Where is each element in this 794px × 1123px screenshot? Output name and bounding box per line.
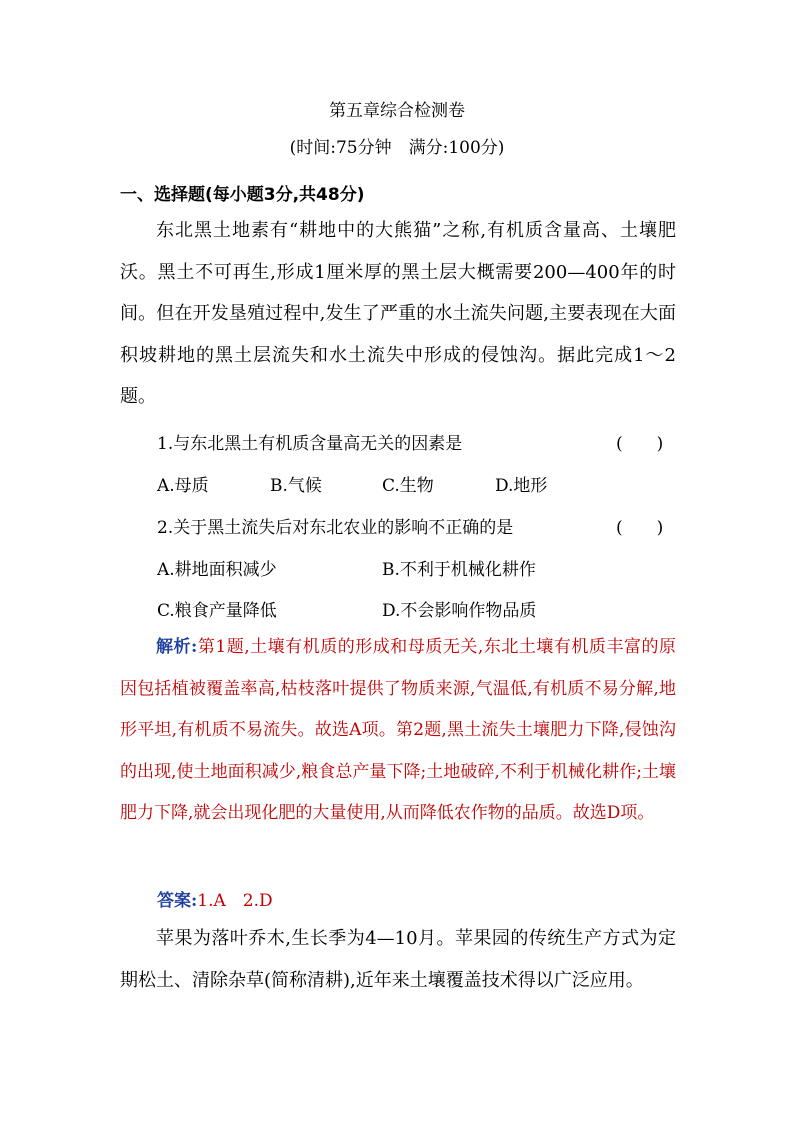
question-2-option-c: C.粮食产量降低 <box>157 601 277 621</box>
passage-black-soil: 东北黑土地素有“耕地中的大熊猫”之称,有机质含量高、土壤肥沃。黑土不可再生,形成1厘米厚的黑土层大概需要200—400年的时间。但在开发垦殖过程中,发生了严重的水土流失问题,主要表现在大面积坡耕地的黑土层流失和水土流失中形成的侵蚀沟。据此完成1～2题。 <box>120 220 676 407</box>
question-1-option-b: B.气候 <box>270 476 322 496</box>
question-1-option-d: D.地形 <box>495 476 548 496</box>
question-2-option-b: B.不利于机械化耕作 <box>382 560 536 580</box>
question-1-stem: 1.与东北黑土有机质含量高无关的因素是 <box>157 434 463 454</box>
question-2-answer-bracket: ( ) <box>616 518 664 538</box>
page-title: 第五章综合检测卷 <box>329 101 465 121</box>
analysis-text: 第1题,土壤有机质的形成和母质无关,东北土壤有机质丰富的原因包括植被覆盖率高,枯枝落叶提供了物质来源,气温低,有机质不易分解,地形平坦,有机质不易流失。故选A项。第2题,黑土流失土壤肥力下降,侵蚀沟的出现,使土地面积减少,粮食总产量下降;土地破碎,不利于机械化耕作;土壤肥力下降,就会出现化肥的大量使用,从而降低农作物的品质。故选D项。 <box>120 637 677 823</box>
answer-label: 答案: <box>157 891 198 911</box>
section-heading: 一、选择题(每小题3分,共48分) <box>120 185 365 205</box>
exam-time-score: (时间:75分钟 满分:100分) <box>289 138 505 158</box>
question-1-option-c: C.生物 <box>382 476 434 496</box>
question-2-option-d: D.不会影响作物品质 <box>382 601 537 621</box>
question-2-stem: 2.关于黑土流失后对东北农业的影响不正确的是 <box>157 518 514 538</box>
analysis-label: 解析: <box>156 637 198 657</box>
question-2-option-a: A.耕地面积减少 <box>157 560 277 580</box>
passage-apple-orchard: 苹果为落叶乔木,生长季为4—10月。苹果园的传统生产方式为定期松土、清除杂草(简称清耕),近年来土壤覆盖技术得以广泛应用。 <box>120 928 676 991</box>
question-1-answer-bracket: ( ) <box>616 434 664 454</box>
question-1-option-a: A.母质 <box>157 476 209 496</box>
answer-text: 1.A 2.D <box>197 891 273 911</box>
answer-line <box>157 886 273 911</box>
analysis-paragraph <box>120 627 676 835</box>
